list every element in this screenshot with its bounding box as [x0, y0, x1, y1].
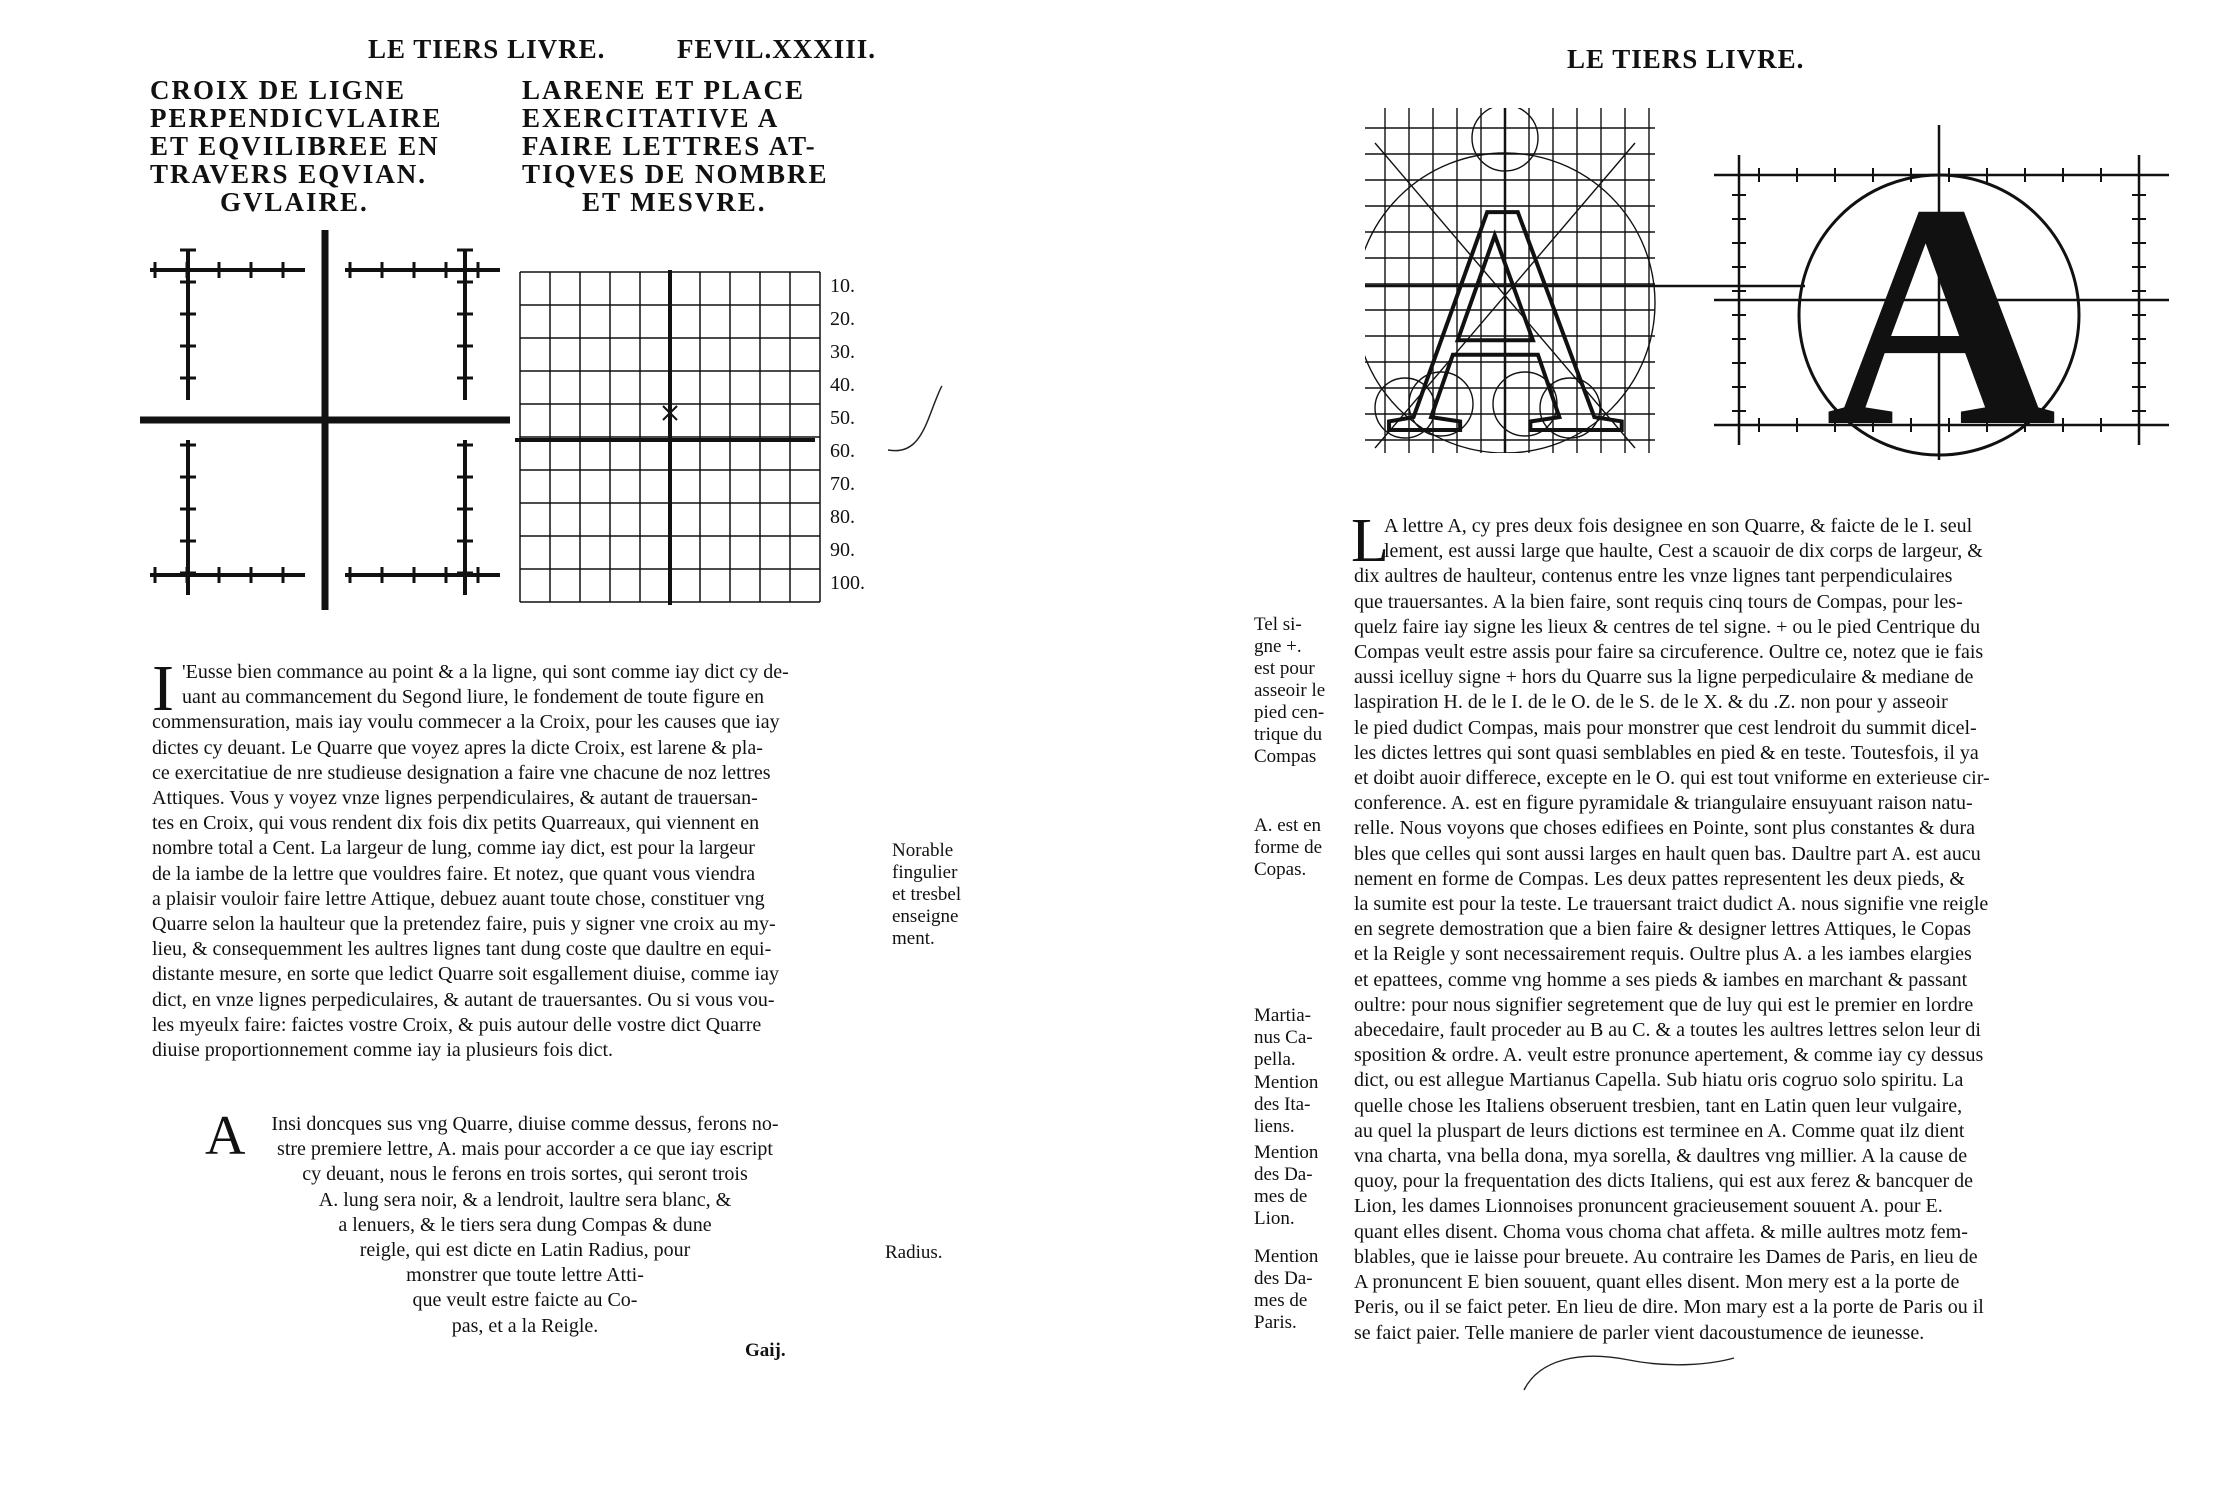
text-line: A pronuncent E bien souuent, quant elles disent. Mon mery est a la porte de: [1354, 1271, 1960, 1294]
text-line: nement en forme de Compas. Les deux pattes representent les deux pieds, &: [1354, 867, 1965, 890]
grid-figure: [515, 270, 905, 610]
text-line: uant au commancement du Segond liure, le fondement de toute figure en: [182, 686, 765, 709]
margin-note-tel-signe: [1254, 614, 1325, 768]
scale-number: 30.: [830, 341, 855, 363]
drop-cap-a: A: [205, 1105, 246, 1167]
scale-number: 80.: [830, 506, 855, 528]
text-line: et doibt auoir differece, excepte en le O. qui est tout vniforme en exterieuse cir-: [1354, 767, 1990, 790]
text-line: Peris, ou il se faict peter. En lieu de dire. Mon mary est a la porte de Paris ou il: [1354, 1296, 1984, 1319]
text-line: lement, est aussi large que haulte, Cest a scauoir de dix corps de largeur, &: [1384, 540, 1983, 563]
text-line: Compas veult estre assis pour faire sa circuference. Oultre ce, notez que ie fais: [1354, 641, 1984, 664]
text-line: dict, en vnze lignes perpediculaires, & autant de trauersantes. Ou si vous vou-: [152, 988, 775, 1011]
text-line: aussi icelluy signe + hors du Quarre sus la ligne perpediculaire & mediane de: [1354, 666, 1974, 689]
scale-number: 10.: [830, 275, 855, 297]
text-line: vna charta, vna bella dona, mya sorella, & daultres vng millier. A la cause de: [1354, 1145, 1968, 1168]
margin-line: est pour: [1254, 658, 1315, 679]
text-line: reigle, qui est dicte en Latin Radius, pour: [359, 1239, 691, 1262]
margin-line: A. est en: [1254, 815, 1322, 836]
margin-line: Martia-: [1254, 1005, 1311, 1026]
right-page: [1109, 0, 2218, 1500]
text-line: lieu, & consequemment les aultres lignes tant dung coste que daultre en equi-: [152, 938, 772, 961]
margin-line: Lion.: [1254, 1208, 1295, 1229]
text-line: A. lung sera noir, & a lendroit, laultre sera blanc, &: [318, 1188, 732, 1211]
text-line: blables, que ie laisse pour breuete. Au contraire les Dames de Paris, en lieu de: [1354, 1245, 1978, 1268]
margin-line: asseoir le: [1254, 680, 1326, 701]
cross-figure: [140, 230, 520, 620]
margin-note-lion: [1254, 1142, 1318, 1230]
running-head-right: LE TIERS LIVRE.: [1567, 44, 1805, 74]
drop-cap-l: L: [1351, 507, 1389, 575]
text-line: Lion, les dames Lionnoises pronuncent gracieusement souuent A. pour E.: [1354, 1195, 1943, 1218]
text-line: monstrer que toute lettre Atti-: [406, 1264, 644, 1287]
caption-line: CROIX DE LIGNE: [150, 75, 407, 105]
caption-cross: [150, 76, 443, 216]
text-line: stre premiere lettre, A. mais pour accorder a ce que iay escript: [277, 1138, 773, 1161]
margin-line: des Da-: [1254, 1164, 1313, 1185]
margin-line: trique du: [1254, 724, 1323, 745]
text-line: dictes cy deuant. Le Quarre que voyez apres la dicte Croix, est larene & pla-: [152, 736, 763, 759]
text-line: nombre total a Cent. La largeur de lung, comme iay dict, est pour la largeur: [152, 837, 755, 860]
text-line: quelz faire iay signe les lieux & centres de tel signe. + ou le pied Centrique du: [1354, 615, 1981, 638]
margin-line: liens.: [1254, 1116, 1295, 1137]
paragraph-2: [225, 1112, 825, 1339]
caption-line: GVLAIRE.: [220, 187, 369, 217]
margin-note-forme-compas: [1254, 815, 1322, 881]
text-line: laspiration H. de le I. de le O. de le S. de le X. & du .Z. non pour y asseoir: [1354, 691, 1948, 714]
margin-line: et tresbel: [892, 884, 962, 905]
text-line: en segrete demostration que a bien faire & designer lettres Attiques, le Copas: [1354, 918, 1972, 941]
caption-line: PERPENDICVLAIRE: [150, 103, 443, 133]
paragraph-1: [152, 660, 887, 1063]
scale-number: 100.: [830, 572, 865, 594]
text-line: se faict paier. Telle maniere de parler vient dacoustumence de ieunesse.: [1354, 1321, 1925, 1344]
outline-letter-a: A: [1385, 137, 1625, 453]
text-line: tes en Croix, qui vous rendent dix fois dix petits Quarreaux, qui viennent en: [152, 812, 760, 835]
margin-note-radius: Radius.: [885, 1242, 943, 1263]
margin-note-paris: [1254, 1246, 1318, 1334]
text-line: diuise proportionnement comme iay ia plusieurs fois dict.: [152, 1039, 614, 1062]
text-line: quant elles disent. Choma vous choma chat affeta. & mille aultres motz fem-: [1354, 1220, 1968, 1243]
scale-number: 20.: [830, 308, 855, 330]
text-line: les dictes lettres qui sont quasi semblables en pied & en teste. Toutesfois, il ya: [1354, 741, 1979, 764]
scale-number: 60.: [830, 440, 855, 462]
text-line: 'Eusse bien commance au point & a la ligne, qui sont comme iay dict cy de-: [182, 661, 789, 683]
signature: Gaij.: [745, 1340, 786, 1361]
margin-line: des Da-: [1254, 1268, 1313, 1289]
text-line: et epattees, comme vng homme a ses pieds & iambes en marchant & passant: [1354, 968, 1968, 991]
margin-line: enseigne: [892, 906, 959, 927]
pen-stroke-bottom: [1519, 1330, 1739, 1410]
margin-note-notable: [892, 840, 961, 950]
margin-line: Paris.: [1254, 1312, 1297, 1333]
drop-cap-i: I: [152, 652, 174, 725]
text-line: les myeulx faire: faictes vostre Croix, & puis autour delle vostre dict Quarre: [152, 1013, 762, 1036]
margin-line: pied cen-: [1254, 702, 1325, 723]
text-line: dict, ou est allegue Martianus Capella. Sub hiatu oris cogruo solo spiritu. La: [1354, 1069, 1964, 1092]
running-head-left: LE TIERS LIVRE.: [368, 34, 606, 64]
text-line: que veult estre faicte au Co-: [412, 1289, 638, 1312]
text-line: quoy, pour la frequentation des dicts Italiens, qui est aux ferez & bancquer de: [1354, 1170, 1974, 1193]
margin-line: gne +.: [1254, 636, 1302, 657]
text-line: a lenuers, & le tiers sera dung Compas & dune: [338, 1213, 712, 1236]
margin-line: Copas.: [1254, 859, 1307, 880]
text-line: a plaisir vouloir faire lettre Attique, debuez auant toute chose, constituer vng: [152, 887, 765, 910]
text-line: commensuration, mais iay voulu commecer a la Croix, pour les causes que iay: [152, 711, 780, 734]
scale-number: 50.: [830, 407, 855, 429]
pen-stroke: [880, 380, 1000, 460]
text-line: Attiques. Vous y voyez vnze lignes perpendiculaires, & autant de trauersan-: [152, 787, 758, 810]
margin-line: fingulier: [892, 862, 958, 883]
scale-number: 70.: [830, 473, 855, 495]
margin-line: mes de: [1254, 1290, 1308, 1311]
margin-line: Mention: [1254, 1246, 1319, 1267]
text-line: conference. A. est en figure pyramidale & triangulaire ensuyuant raison natu-: [1354, 792, 1973, 815]
text-line: ce exercitatiue de nre studieuse designation a faire vne chacune de noz lettres: [152, 761, 771, 784]
text-line: le pied dudict Compas, mais pour monstrer que cest lendroit du summit dicel-: [1354, 716, 1977, 739]
text-line: abecedaire, fault proceder au B au C. & a toutes les aultres lettres selon leur di: [1354, 1019, 1981, 1042]
margin-line: pella.: [1254, 1049, 1296, 1070]
caption-line: ET EQVILIBREE EN: [150, 131, 440, 161]
margin-line: forme de: [1254, 837, 1323, 858]
text-line: pas, et a la Reigle.: [451, 1314, 599, 1337]
margin-line: Compas: [1254, 746, 1317, 767]
margin-note-martianus: [1254, 1005, 1313, 1071]
scale-number: 40.: [830, 374, 855, 396]
margin-line: Tel si-: [1254, 614, 1302, 635]
margin-line: des Ita-: [1254, 1094, 1311, 1115]
caption-line: FAIRE LETTRES AT-: [522, 131, 817, 161]
caption-line: TIQVES DE NOMBRE: [522, 159, 829, 189]
caption-line: TRAVERS EQVIAN.: [150, 159, 428, 189]
text-line: A lettre A, cy pres deux fois designee en son Quarre, & faicte de le I. seul: [1384, 515, 1973, 537]
margin-line: nus Ca-: [1254, 1027, 1313, 1048]
text-line: Quarre selon la haulteur que la pretendez faire, puis y signer vne croix au my-: [152, 913, 776, 936]
text-line: la sumite est pour la teste. Le trauersant traict dudict A. nous signifie vne reigle: [1354, 893, 1989, 916]
caption-line: ET MESVRE.: [582, 187, 767, 217]
text-line: distante mesure, en sorte que ledict Quarre soit esgallement diuise, comme iay: [152, 963, 780, 986]
text-line: au quel la pluspart de leurs dictions est terminee en A. Comme quat ilz dient: [1354, 1119, 1965, 1142]
text-line: dix aultres de haulteur, contenus entre les vnze lignes tant perpendiculaires: [1354, 565, 1953, 588]
paragraph-right: [1354, 514, 2159, 1346]
black-letter-a: A: [1825, 139, 2057, 465]
caption-line: LARENE ET PLACE: [522, 75, 806, 105]
text-line: sposition & ordre. A. veult estre pronunce apertement, & comme iay cy dessus: [1354, 1044, 1984, 1067]
black-a-figure: [1689, 115, 2179, 465]
text-line: de la iambe de la lettre que vouldres faire. Et notez, que quant vous viendra: [152, 862, 756, 885]
text-line: Insi doncques sus vng Quarre, diuise comme dessus, ferons no-: [271, 1113, 779, 1135]
margin-line: Mention: [1254, 1142, 1319, 1163]
scale-number: 90.: [830, 539, 855, 561]
text-line: relle. Nous voyons que choses edifiees en Pointe, sont plus constantes & dura: [1354, 817, 1975, 840]
margin-line: mes de: [1254, 1186, 1308, 1207]
margin-note-italiens: [1254, 1072, 1318, 1138]
text-line: que trauersantes. A la bien faire, sont requis cinq tours de Compas, pour les-: [1354, 590, 1963, 613]
text-line: bles que celles qui sont aussi larges en hault quen bas. Daultre part A. est aucu: [1354, 842, 1981, 865]
text-line: cy deuant, nous le ferons en trois sortes, qui seront trois: [302, 1163, 748, 1186]
margin-line: Norable: [892, 840, 954, 861]
caption-line: EXERCITATIVE A: [522, 103, 780, 133]
folio-number: FEVIL.XXXIII.: [677, 34, 877, 64]
text-line: et la Reigle y sont necessairement requis. Oultre plus A. a les iambes elargies: [1354, 943, 1972, 966]
margin-line: ment.: [892, 928, 935, 949]
text-line: oultre: pour nous signifier segretement que de luy qui est le premier en lordre: [1354, 993, 1974, 1016]
margin-line: Mention: [1254, 1072, 1319, 1093]
text-line: quelle chose les Italiens obseruent tresbien, tant en Latin quen leur vulgaire,: [1354, 1094, 1963, 1117]
caption-grid: [522, 76, 829, 216]
